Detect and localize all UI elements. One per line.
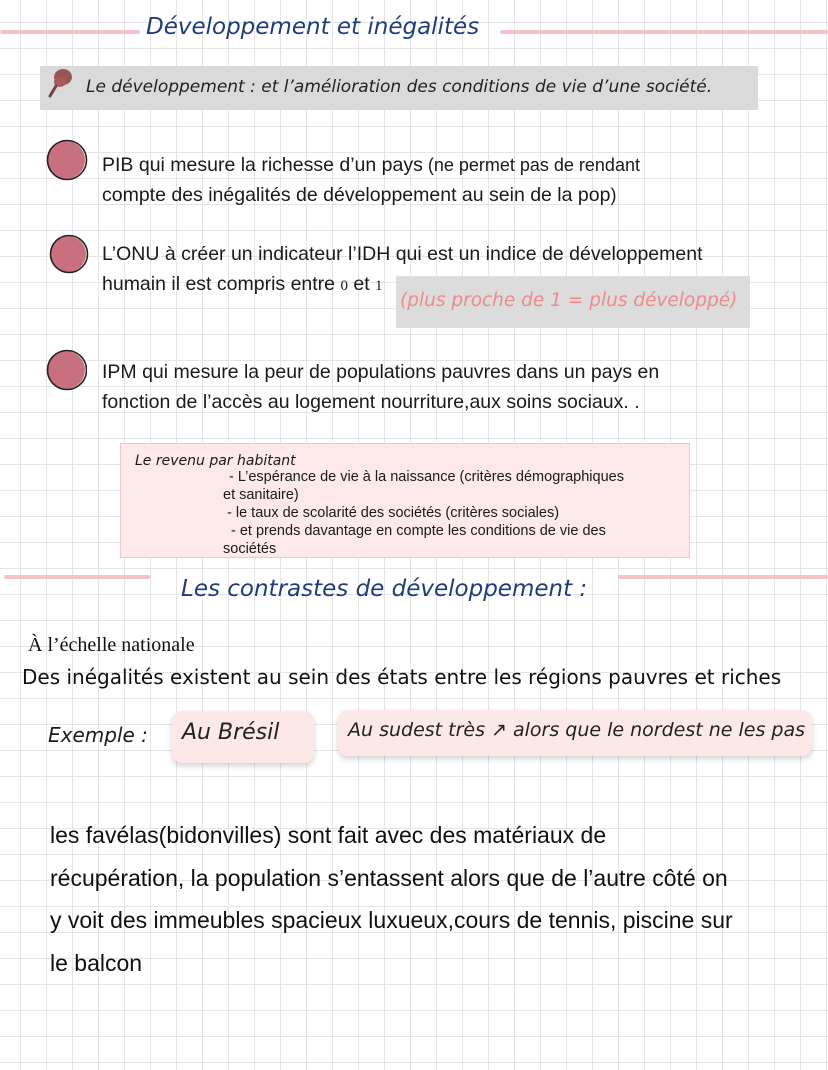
indicator-pib: PIB qui mesure la richesse d’un pays (ne permet pas de rendant compte des inégalités de développement au sein de la pop) (102, 154, 640, 206)
note-line: - le taux de scolarité des sociétés (critères sociales) (227, 505, 560, 521)
title-underline-right (500, 30, 828, 34)
pink-circle-icon (44, 138, 88, 182)
section-divider-right (618, 575, 828, 579)
title-underline-left (0, 30, 140, 34)
scale-heading: À l’échelle nationale (28, 634, 195, 656)
pink-circle-icon (47, 233, 91, 277)
pushpin-icon (44, 66, 76, 102)
section-divider-left (4, 575, 150, 579)
definition-box (40, 66, 758, 110)
example-label: Exemple : (48, 723, 148, 747)
example-description-chip: Au sudest très ↗ alors que le nordest ne les pas (338, 710, 812, 756)
favelas-paragraph: les favélas(bidonvilles) sont fait avec des matériaux de récupération, la population s’entassent alors que de l’autre côté on y voit des immeubles spacieux luxueux,cours de tennis, piscine sur le balcon (50, 822, 733, 976)
example-country-chip: Au Brésil (172, 711, 314, 763)
page-title: Développement et inégalités (146, 14, 480, 40)
indicator-idh: L’ONU à créer un indicateur l’IDH qui est un indice de développement humain il est compris entre 0 et 1 (102, 243, 703, 295)
idh-criteria-note (120, 443, 690, 558)
section-title: Les contrastes de développement : (181, 576, 588, 602)
idh-highlight: (plus proche de 1 = plus développé) (396, 276, 750, 328)
note-heading: Le revenu par habitant (135, 453, 296, 469)
pink-circle-icon (43, 348, 87, 392)
definition-text: Le développement : et l’amélioration des conditions de vie d’une société. (86, 77, 713, 97)
inequality-statement: Des inégalités existent au sein des états entre les régions pauvres et riches (22, 665, 782, 689)
note-line: - L’espérance de vie à la naissance (critères démographiques (229, 469, 624, 485)
indicator-ipm: IPM qui mesure la peur de populations pauvres dans un pays en fonction de l’accès au logement nourriture,aux soins sociaux. . (102, 361, 660, 413)
note-line: - et prends davantage en compte les conditions de vie des (231, 523, 606, 539)
note-line: et sanitaire) (223, 487, 299, 503)
note-line: sociétés (223, 541, 277, 557)
